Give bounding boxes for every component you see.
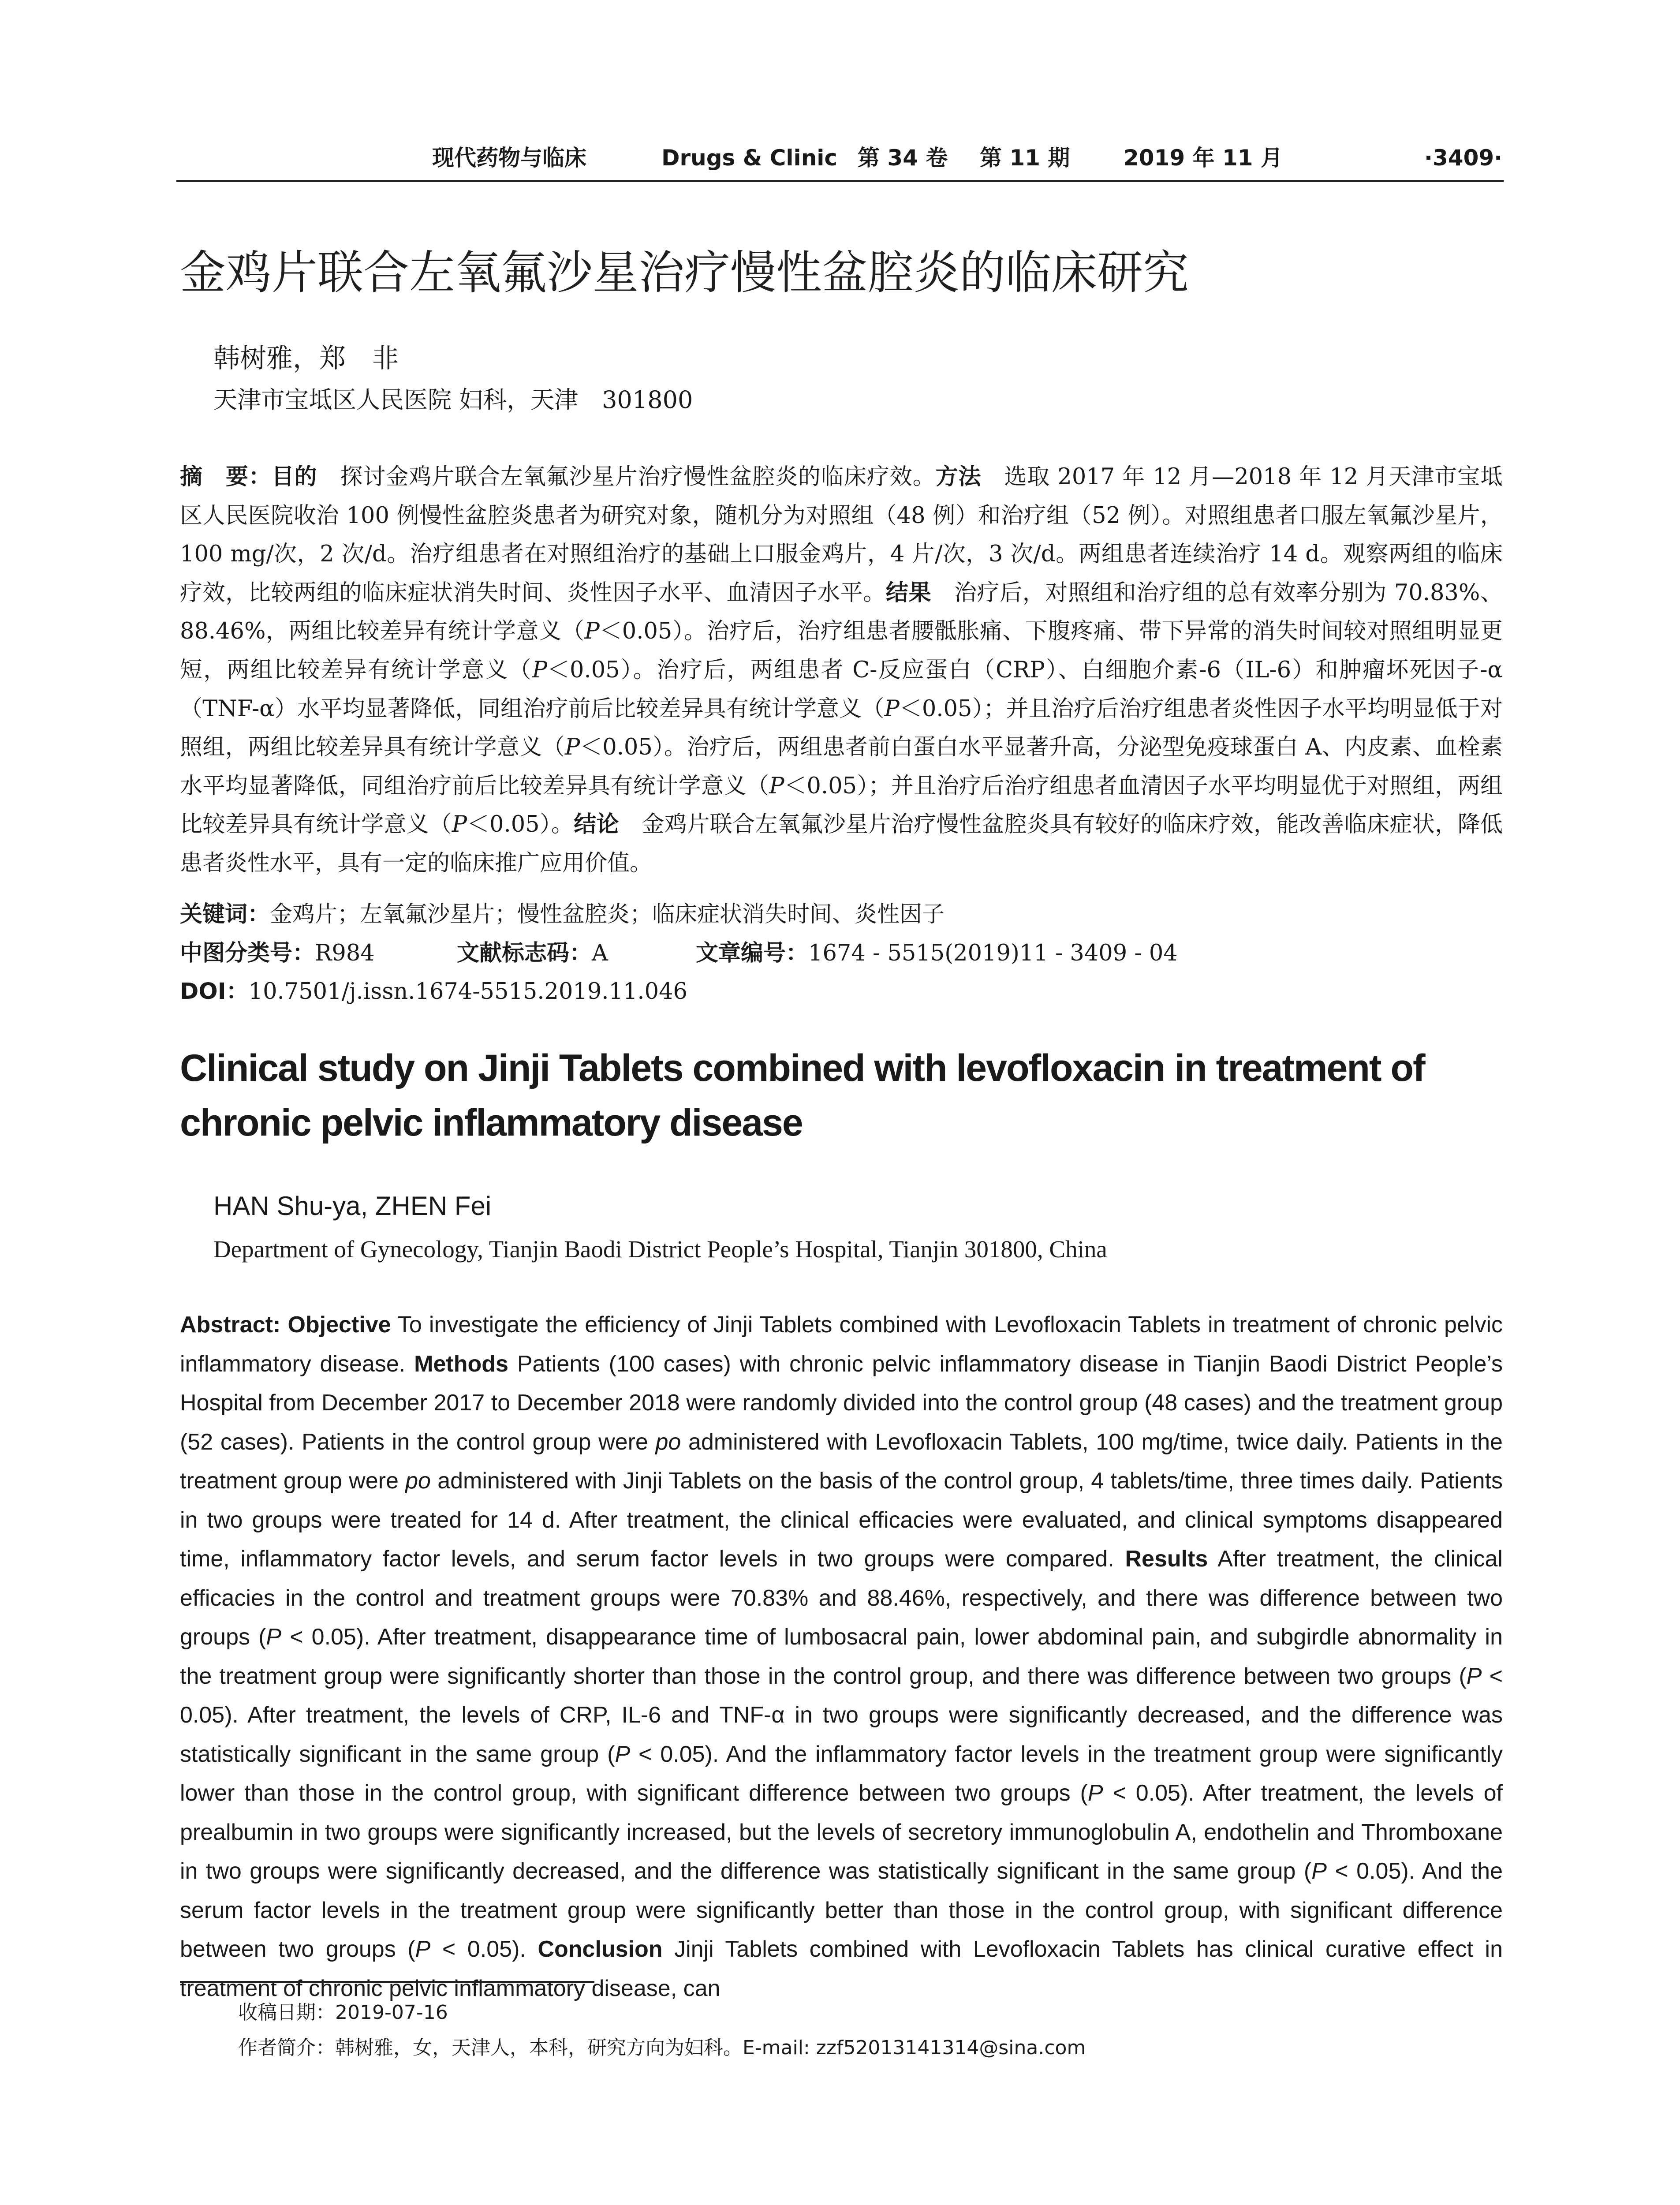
authors-cn: 韩树雅，郑 非	[213, 343, 399, 374]
results-text-en: < 0.05). After treatment, disappearance time of lumbosacral pain, lower abdominal pain, and subgirdle abnormality in the treatment group were significantly shorter than those in the control group, and there was difference between two groups (	[180, 1624, 1503, 1689]
conclusion-text-en: Jinji Tablets combined with Levofloxacin Tablets has clinical curative effect in treatment of chronic pelvic inflammatory disease, can	[180, 1936, 1503, 2001]
results-text-cn: ＜0.05）；并且治疗后治疗组患者血清因子水平均明显优于对照组，两组比较差异具有统计学意义（	[180, 773, 1503, 838]
po-term: po	[405, 1468, 431, 1494]
clc-number: R984	[315, 940, 375, 966]
p-symbol: P	[584, 618, 600, 645]
journal-name-cn: 现代药物与临床	[432, 145, 586, 171]
doi-label: DOI：	[180, 979, 249, 1005]
conclusion-text-cn: 金鸡片联合左氧氟沙星片治疗慢性盆腔炎具有较好的临床疗效，能改善临床症状，降低患者炎性水平，具有一定的临床推广应用价值。	[180, 811, 1503, 876]
p-symbol: P	[564, 734, 580, 761]
keywords-row	[180, 895, 1503, 934]
classification-row	[180, 934, 1503, 973]
keywords-label: 关键词：	[180, 901, 270, 927]
objective-text-en: To investigate the efficiency of Jinji Tablets combined with Levofloxacin Tablets in treatment of chronic pelvic inflammatory disease.	[180, 1312, 1503, 1377]
results-text-en: < 0.05). And the serum factor levels in the treatment group were significantly better than those in the control group, with significant difference between two groups (	[180, 1858, 1503, 1962]
results-text-cn: 治疗后，对照组和治疗组的总有效率分别为 70.83%、88.46%，两组比较差异有统计学意义（	[180, 579, 1503, 645]
p-symbol: P	[1087, 1780, 1103, 1806]
objective-label-cn: 目的	[271, 464, 317, 490]
results-label-en: Results	[1125, 1546, 1208, 1572]
methods-text-en: administered with Jinji Tablets on the basis of the control group, 4 tablets/time, three times daily. Patients in two groups were treated for 14 d. After treatment, the clinical efficacies were evaluated, and clinical symptoms disappeared time, inflammatory factor levels, and serum factor levels in two groups were compared.	[180, 1468, 1503, 1572]
results-text-cn: ＜0.05）。治疗后，治疗组患者腰骶胀痛、下腹疼痛、带下异常的消失时间较对照组明显更短，两组比较差异有统计学意义（	[180, 618, 1503, 683]
issue-number: 第 11 期	[980, 145, 1070, 171]
doi-value: 10.7501/j.issn.1674-5515.2019.11.046	[248, 979, 687, 1005]
affiliation-cn: 天津市宝坻区人民医院 妇科，天津 301800	[213, 386, 693, 414]
p-symbol: P	[1466, 1663, 1482, 1689]
results-label-cn: 结果	[885, 579, 932, 606]
results-text-en: < 0.05). After treatment, the levels of prealbumin in two groups were significantly increased, but the levels of secretory immunoglobulin A, endothelin and Thromboxane in two groups were significantly decreased, and the difference was statistically significant in the same group (	[180, 1780, 1503, 1884]
results-text-en: < 0.05).	[430, 1936, 538, 1962]
conclusion-label-en: Conclusion	[538, 1936, 663, 1962]
publication-date: 2019 年 11 月	[1124, 145, 1283, 171]
p-symbol: P	[415, 1936, 431, 1962]
abstract-cn	[180, 458, 1503, 883]
journal-name-en: Drugs & Clinic	[661, 145, 838, 171]
article-title-cn: 金鸡片联合左氧氟沙星治疗慢性盆腔炎的临床研究	[180, 246, 1189, 299]
abstract-objective-label-en: Abstract: Objective	[180, 1312, 391, 1338]
methods-text-en: administered with Levofloxacin Tablets, 100 mg/time, twice daily. Patients in the treatment group were	[180, 1429, 1503, 1494]
results-text-en: < 0.05). And the inflammatory factor levels in the treatment group were significantly lower than those in the control group, with significant difference between two groups (	[180, 1741, 1503, 1806]
document-code-label: 文献标志码：	[457, 940, 592, 966]
p-symbol: P	[615, 1741, 631, 1767]
abstract-label-cn: 摘 要：	[180, 464, 272, 490]
document-code: A	[592, 940, 608, 966]
results-text-cn: ＜0.05）。治疗后，两组患者前白蛋白水平显著升高，分泌型免疫球蛋白 A、内皮素、血栓素水平均显著降低，同组治疗前后比较差异具有统计学意义（	[180, 734, 1503, 799]
results-text-cn: ＜0.05）；并且治疗后治疗组患者炎性因子水平均明显低于对照组，两组比较差异具有统计学意义（	[180, 695, 1503, 761]
footnotes	[238, 1995, 1086, 2066]
volume-number: 第 34 卷	[858, 145, 948, 171]
methods-text-cn: 选取 2017 年 12 月—2018 年 12 月天津市宝坻区人民医院收治 100 例慢性盆腔炎患者为研究对象，随机分为对照组（48 例）和治疗组（52 例）。对照组患者口服左氧氟沙星片，100 mg/次，2 次/d。治疗组患者在对照组治疗的基础上口服金鸡片，4 片/次，3 次/d。两组患者连续治疗 14 d。观察两组的临床疗效，比较两组的临床症状消失时间、炎性因子水平、血清因子水平。	[180, 464, 1503, 606]
article-title-en: Clinical study on Jinji Tablets combined with levofloxacin in treatment of chronic pelvic inflammatory disease	[180, 1047, 1425, 1144]
article-metadata	[180, 895, 1503, 1011]
article-number: 1674 - 5515(2019)11 - 3409 - 04	[808, 940, 1178, 966]
received-date: 收稿日期：2019-07-16	[238, 2001, 448, 2024]
methods-text-en: Patients (100 cases) with chronic pelvic inflammatory disease in Tianjin Baodi District People’s Hospital from December 2017 to December 2018 were randomly divided into the control group (48 cases) and the treatment group (52 cases). Patients in the control group were	[180, 1351, 1503, 1455]
p-symbol: P	[452, 811, 467, 838]
keywords-text: 金鸡片；左氧氟沙星片；慢性盆腔炎；临床症状消失时间、炎性因子	[270, 901, 945, 927]
author-bio: 作者简介：韩树雅，女，天津人，本科，研究方向为妇科。E-mail: zzf52013141314@sina.com	[238, 2037, 1086, 2059]
p-symbol: P	[532, 657, 548, 683]
doi-row	[180, 972, 1503, 1011]
results-text-cn: ＜0.05）。治疗后，两组患者 C-反应蛋白（CRP）、白细胞介素-6（IL-6）和肿瘤坏死因子-α（TNF-α）水平均显著降低，同组治疗前后比较差异具有统计学意义（	[180, 657, 1503, 722]
footnote-divider	[180, 1981, 594, 1983]
results-text-cn: ＜0.05）。	[467, 811, 574, 838]
results-text-en: < 0.05). After treatment, the levels of CRP, IL-6 and TNF-α in two groups were significantly decreased, and the difference was statistically significant in the same group (	[180, 1663, 1503, 1767]
po-term: po	[655, 1429, 681, 1455]
article-number-label: 文章编号：	[696, 940, 809, 966]
authors-en: HAN Shu-ya, ZHEN Fei	[213, 1191, 492, 1221]
p-symbol: P	[266, 1624, 282, 1650]
p-symbol: P	[1311, 1858, 1327, 1884]
affiliation-en: Department of Gynecology, Tianjin Baodi District People’s Hospital, Tianjin 301800, China	[213, 1236, 1107, 1263]
methods-label-en: Methods	[414, 1351, 508, 1377]
p-symbol: P	[884, 695, 900, 722]
abstract-en	[180, 1305, 1503, 2008]
clc-label: 中图分类号：	[180, 940, 315, 966]
conclusion-label-cn: 结论	[574, 811, 620, 838]
objective-text-cn: 探讨金鸡片联合左氧氟沙星片治疗慢性盆腔炎的临床疗效。	[317, 464, 936, 490]
p-symbol: P	[769, 773, 784, 799]
running-header	[176, 140, 1504, 182]
page-number: ·3409·	[1424, 145, 1503, 171]
methods-label-cn: 方法	[935, 464, 982, 490]
results-text-en: After treatment, the clinical efficacies in the control and treatment groups were 70.83% and 88.46%, respectively, and there was difference between two groups (	[180, 1546, 1503, 1650]
